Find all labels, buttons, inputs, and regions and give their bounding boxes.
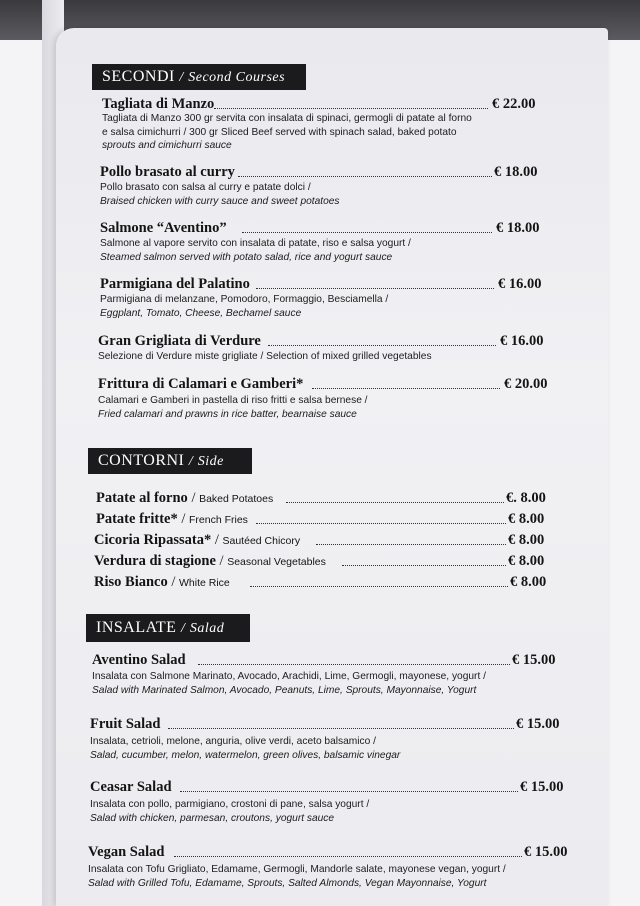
item-price: € 18.00 <box>494 164 538 180</box>
item-description <box>90 798 369 825</box>
desc-en: Steamed salmon served with potato salad, rice and yogurt sauce <box>100 251 393 263</box>
desc-en: Braised chicken with curry sauce and sweet potatoes <box>100 195 340 207</box>
item-description <box>102 112 472 153</box>
desc-it: Insalata con Tofu Grigliato, Edamame, Germogli, Mandorle salate, mayonese vegan, yogurt / <box>88 864 506 875</box>
item-description <box>92 670 486 697</box>
item-name: Vegan Salad <box>88 844 165 860</box>
item-name: Cicoria Ripassata* <box>94 532 212 548</box>
item-price: € 15.00 <box>520 779 564 795</box>
side-item <box>56 509 608 531</box>
dotted-leader <box>242 232 492 233</box>
dotted-leader <box>256 523 506 524</box>
desc-it: Parmigiana di melanzane, Pomodoro, Formaggio, Besciamella / <box>100 294 389 305</box>
item-price: € 16.00 <box>498 276 542 292</box>
side-name-line <box>96 509 248 530</box>
side-item <box>56 530 608 552</box>
side-item <box>56 572 608 594</box>
desc-en: sprouts and cimichurri sauce <box>102 140 232 151</box>
desc-en: Salad with chicken, parmesan, croutons, yogurt sauce <box>90 812 335 824</box>
dotted-leader <box>316 544 506 545</box>
desc-en: Salad, cucumber, melon, watermelon, green olives, balsamic vinegar <box>90 749 401 761</box>
item-price: € 8.00 <box>508 511 545 527</box>
dotted-leader <box>312 388 500 389</box>
item-price: € 18.00 <box>496 220 540 236</box>
item-sep: / <box>187 490 200 506</box>
menu-item <box>56 842 608 889</box>
item-sep: / <box>215 553 228 569</box>
section-header-insalate <box>86 614 250 642</box>
item-description <box>88 863 506 890</box>
menu-item <box>56 94 608 151</box>
dotted-leader <box>238 176 492 177</box>
item-name-en: White Rice <box>179 577 230 589</box>
item-name-en: Seasonal Vegetables <box>227 556 326 568</box>
side-name-line <box>96 488 273 509</box>
section-title-en: Second Courses <box>188 70 286 85</box>
item-name: Verdura di stagione <box>94 553 216 569</box>
desc-it: Selezione di Verdure miste grigliate / Selection of mixed grilled vegetables <box>98 351 432 362</box>
item-name: Patate al forno <box>96 490 188 506</box>
section-header-contorni <box>88 448 252 474</box>
dotted-leader <box>256 288 494 289</box>
item-price: € 8.00 <box>508 553 545 569</box>
item-price: € 8.00 <box>508 532 545 548</box>
desc-it: Tagliata di Manzo 300 gr servita con insalata di spinaci, germogli di patate al forno <box>102 113 472 124</box>
desc-it: Salmone al vapore servito con insalata di patate, riso e salsa yogurt / <box>100 238 411 249</box>
dotted-leader <box>214 108 488 109</box>
dotted-leader <box>250 586 508 587</box>
item-sep: / <box>211 532 223 548</box>
item-name: Ceasar Salad <box>90 779 172 795</box>
desc-it: Calamari e Gamberi in pastella di riso fritti e salsa bernese / <box>98 395 368 406</box>
item-price: € 20.00 <box>504 376 548 392</box>
desc-it: Pollo brasato con salsa al curry e patate dolci / <box>100 182 311 193</box>
desc-line2: e salsa cimichurri / 300 gr Sliced Beef served with spinach salad, baked potato <box>102 126 457 138</box>
menu-item <box>56 714 608 761</box>
side-name-line <box>94 530 300 551</box>
desc-it: Insalata con Salmone Marinato, Avocado, Arachidi, Lime, Germogli, mayonese, yogurt / <box>92 671 486 682</box>
section-title-sep: / <box>180 621 186 636</box>
item-description <box>98 350 432 364</box>
section-title-sep: / <box>179 70 184 85</box>
section-title-en: Salad <box>189 621 225 636</box>
section-title-it: INSALATE <box>96 619 177 636</box>
item-name: Pollo brasato al curry <box>100 164 235 180</box>
menu-item <box>56 162 608 207</box>
item-description <box>100 237 411 264</box>
item-name: Fruit Salad <box>90 716 161 732</box>
item-name: Aventino Salad <box>92 652 186 668</box>
item-description <box>100 293 388 320</box>
item-name: Salmone “Aventino” <box>100 220 227 236</box>
menu-item <box>56 650 608 696</box>
desc-it: Insalata con pollo, parmigiano, crostoni di pane, salsa yogurt / <box>90 799 370 810</box>
item-price: € 8.00 <box>510 574 547 590</box>
desc-en: Fried calamari and prawns in rice batter, bearnaise sauce <box>98 408 357 420</box>
dotted-leader <box>198 664 510 665</box>
item-price: €. 8.00 <box>506 490 546 506</box>
item-name-en: Sautéed Chicory <box>222 535 301 547</box>
dotted-leader <box>180 791 518 792</box>
item-price: € 15.00 <box>512 652 556 668</box>
menu-item <box>56 331 608 362</box>
item-name-en: Baked Potatoes <box>199 493 274 505</box>
item-price: € 16.00 <box>500 333 544 349</box>
menu-item <box>56 777 608 824</box>
item-price: € 15.00 <box>516 716 560 732</box>
desc-en: Salad with Grilled Tofu, Edamame, Sprouts, Salted Almonds, Vegan Mayonnaise, Yogurt <box>88 877 487 889</box>
item-sep: / <box>167 574 179 590</box>
item-description <box>100 181 340 208</box>
item-price: € 15.00 <box>524 844 568 860</box>
item-sep: / <box>177 511 189 527</box>
item-price: € 22.00 <box>492 96 536 112</box>
section-title-it: SECONDI <box>102 68 175 85</box>
item-name: Frittura di Calamari e Gamberi* <box>98 376 304 392</box>
side-name-line <box>94 572 230 593</box>
menu-item <box>56 218 608 263</box>
section-title-it: CONTORNI <box>98 452 185 469</box>
menu-item <box>56 274 608 319</box>
side-name-line <box>94 551 326 572</box>
item-name: Gran Grigliata di Verdure <box>98 333 261 349</box>
section-title-en: Side <box>197 454 224 469</box>
section-title-sep: / <box>188 454 194 469</box>
dotted-leader <box>168 728 514 729</box>
item-name: Tagliata di Manzo <box>102 96 215 112</box>
dotted-leader <box>174 856 522 857</box>
desc-en: Salad with Marinated Salmon, Avocado, Peanuts, Lime, Sprouts, Mayonnaise, Yogurt <box>92 684 477 696</box>
dotted-leader <box>286 502 504 503</box>
dotted-leader <box>342 565 506 566</box>
desc-en: Eggplant, Tomato, Cheese, Bechamel sauce <box>100 307 302 319</box>
side-item <box>56 488 608 510</box>
item-name: Patate fritte* <box>96 511 178 527</box>
desc-it: Insalata, cetrioli, melone, anguria, olive verdi, aceto balsamico / <box>90 736 376 747</box>
menu-item <box>56 374 608 420</box>
item-description <box>98 394 368 421</box>
section-header-secondi <box>92 64 306 90</box>
item-name-en: French Fries <box>189 514 248 526</box>
menu-page <box>56 28 608 906</box>
item-name: Riso Bianco <box>94 574 168 590</box>
item-name: Parmigiana del Palatino <box>100 276 250 292</box>
dotted-leader <box>268 345 496 346</box>
item-description <box>90 735 400 762</box>
side-item <box>56 551 608 573</box>
